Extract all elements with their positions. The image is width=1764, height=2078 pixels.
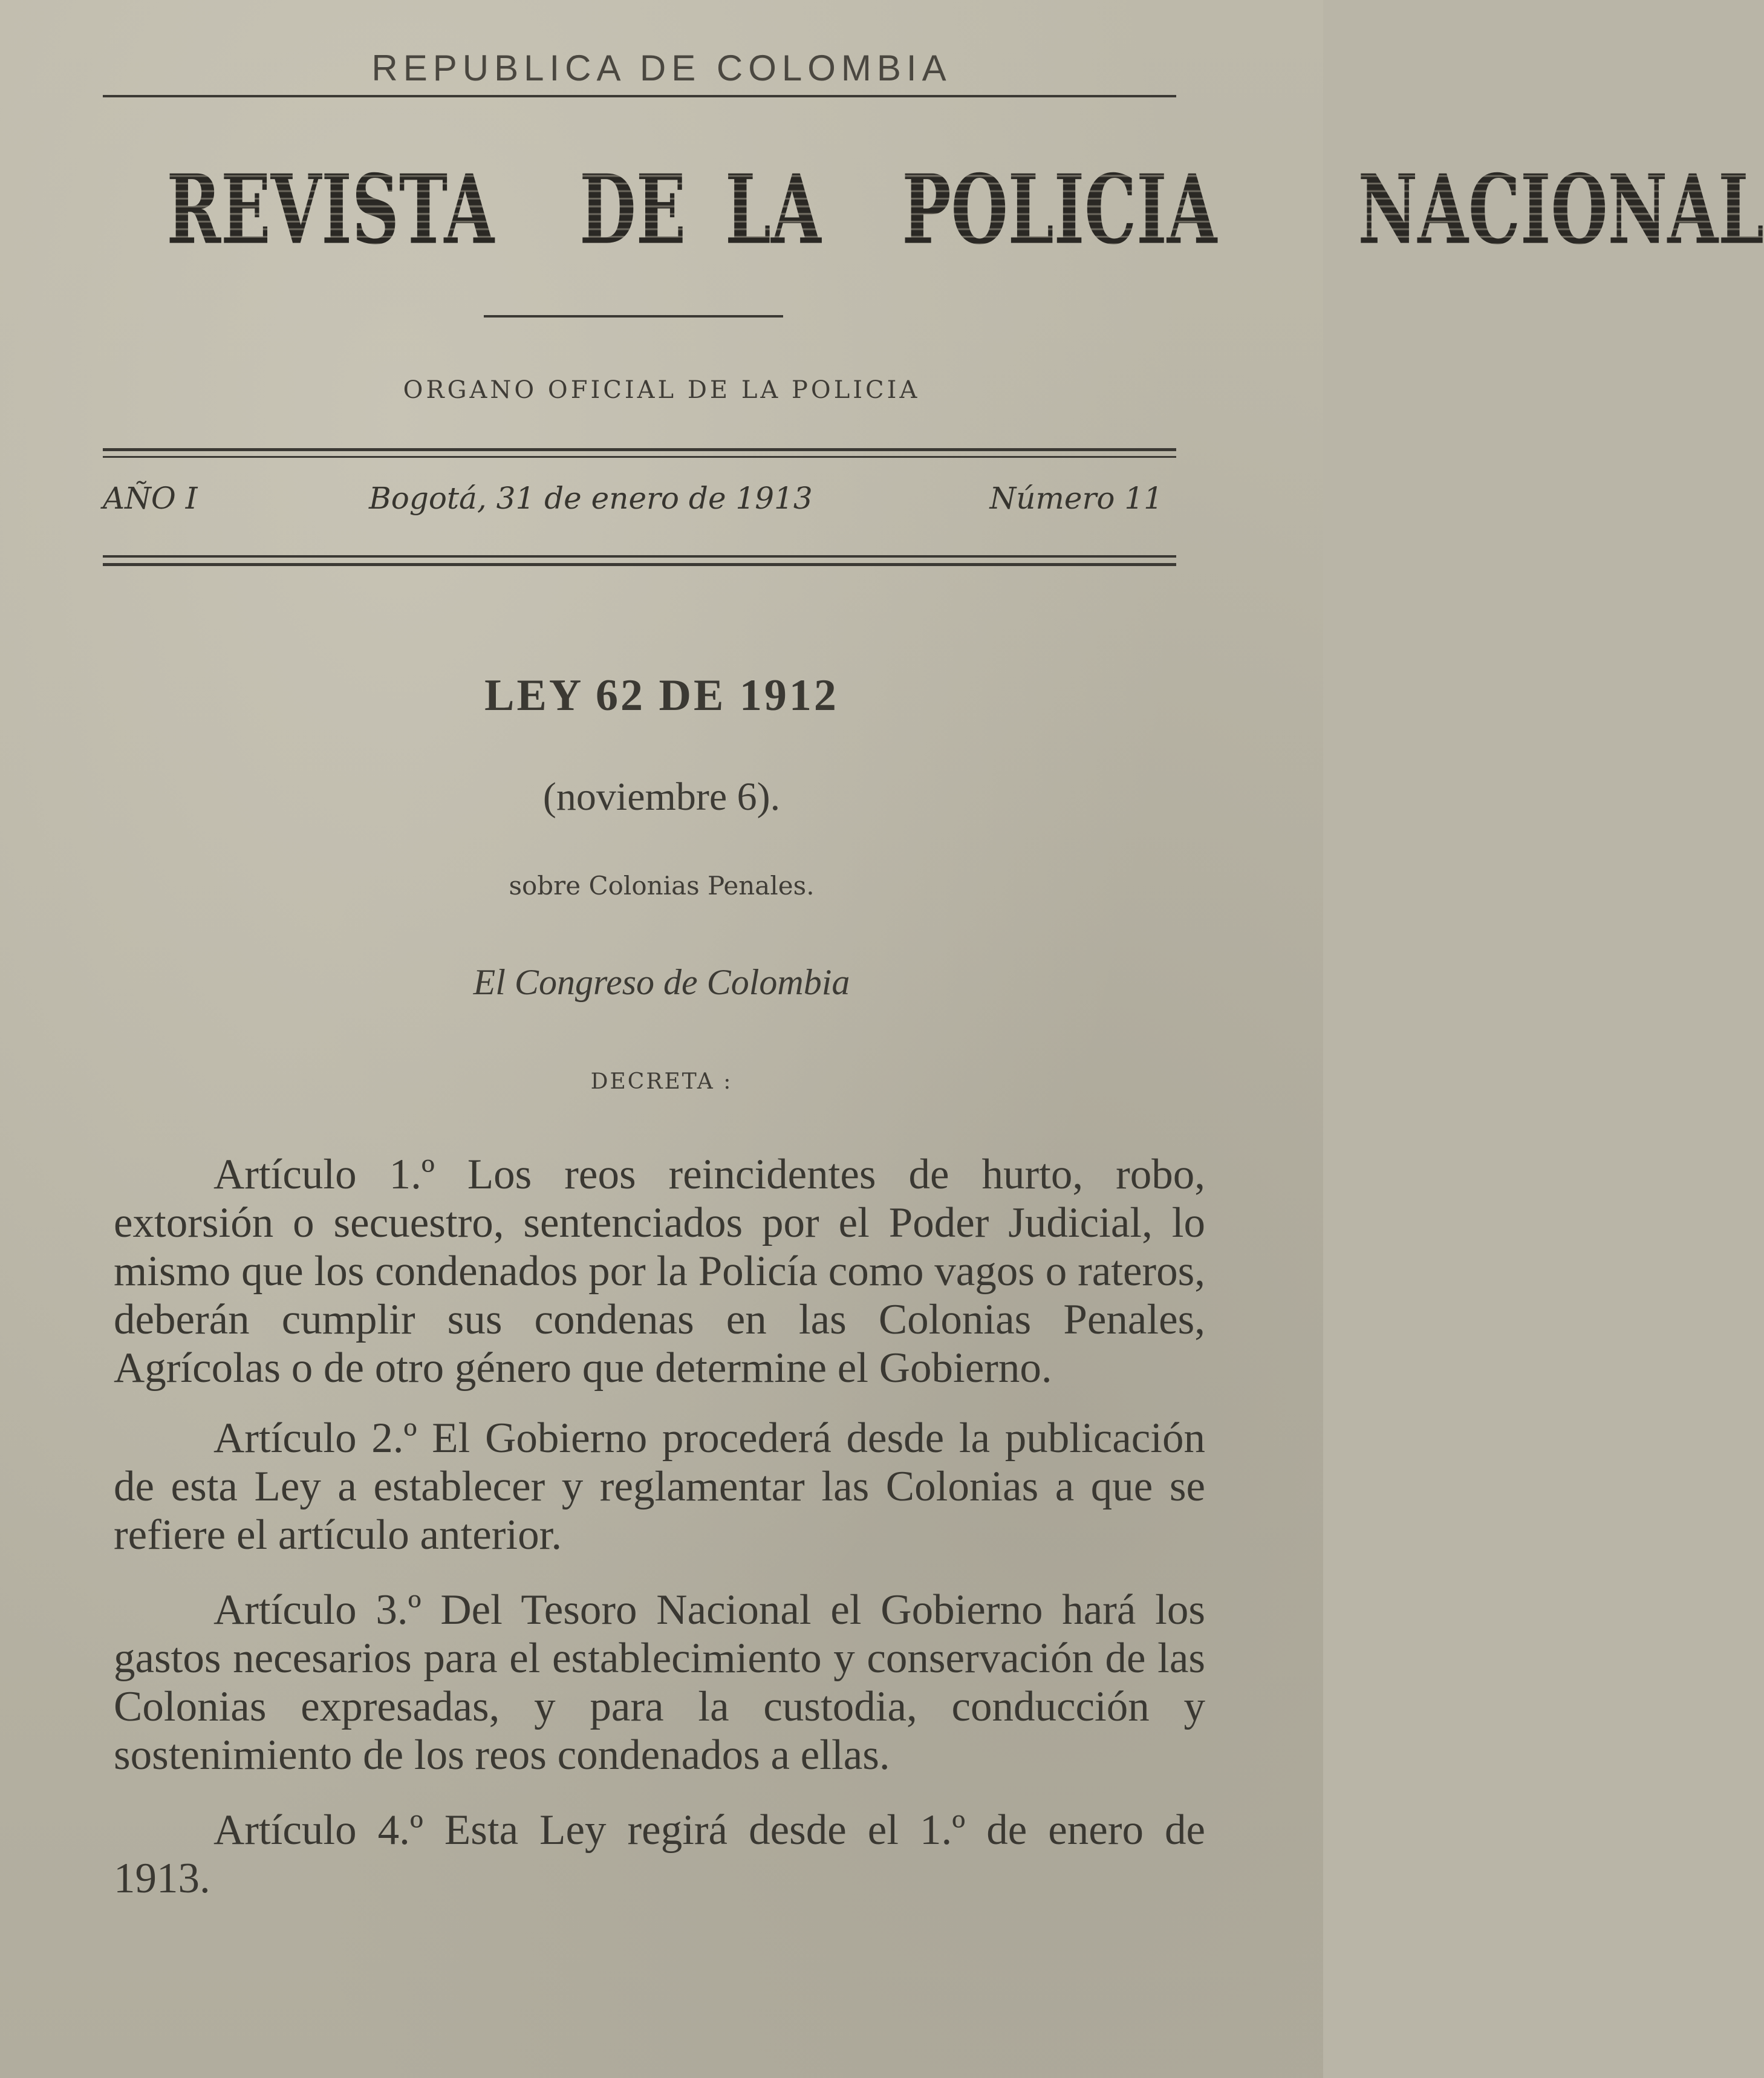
dateline-bottom-rule-1 bbox=[103, 555, 1176, 558]
article-paragraph: Artículo 3.º Del Tesoro Nacional el Gobierno hará los gastos necesarios para el establecimiento y conservación de las Colonias expresadas, y para la custodia, conducción y sostenimiento de los reos condenados a ellas. bbox=[114, 1586, 1205, 1779]
republica-heading: REPUBLICA DE COLOMBIA bbox=[371, 48, 952, 88]
article-paragraph: Artículo 1.º Los reos reincidentes de hurto, robo, extorsión o secuestro, sentenciados por el Poder Judicial, lo mismo que los condenados por la Policía como vagos o rateros, deberán cumplir sus condenas en las Colonias Penales, Agrícolas o de otro género que determine el Gobierno. bbox=[114, 1151, 1205, 1392]
dateline-top-rule-1 bbox=[103, 448, 1176, 451]
dateline bbox=[103, 481, 1176, 523]
law-title: LEY 62 DE 1912 bbox=[484, 671, 839, 720]
issue-date: Bogotá, 31 de enero de 1913 bbox=[369, 481, 813, 516]
enacting-body: El Congreso de Colombia bbox=[473, 962, 850, 1002]
article-paragraph: Artículo 4.º Esta Ley regirá desde el 1.º de enero de 1913. bbox=[114, 1806, 1205, 1902]
masthead-word: NACIONAL bbox=[1358, 154, 1764, 266]
masthead-word: REVISTA bbox=[166, 154, 495, 266]
top-rule bbox=[103, 95, 1176, 97]
dateline-top-rule-2 bbox=[103, 456, 1176, 458]
law-date: (noviembre 6). bbox=[542, 775, 781, 819]
issue-year: AÑO I bbox=[103, 481, 198, 516]
issue-number: Número 11 bbox=[989, 481, 1163, 516]
article-paragraph: Artículo 2.º El Gobierno procederá desde la publicación de esta Ley a establecer y reglamentar las Colonias a que se refiere el artículo anterior. bbox=[114, 1415, 1205, 1558]
masthead-word: DE bbox=[579, 154, 686, 266]
masthead-title bbox=[103, 154, 1764, 266]
dateline-bottom-rule-2 bbox=[103, 563, 1176, 566]
masthead-word: LA bbox=[725, 154, 822, 266]
masthead-underline bbox=[484, 315, 783, 318]
law-subject: sobre Colonias Penales. bbox=[509, 871, 815, 901]
organo-subtitle: ORGANO OFICIAL DE LA POLICIA bbox=[403, 376, 920, 404]
masthead-word: POLICIA bbox=[902, 154, 1218, 266]
law-articles bbox=[114, 1150, 1205, 1927]
decreta-heading: DECRETA : bbox=[590, 1069, 733, 1094]
